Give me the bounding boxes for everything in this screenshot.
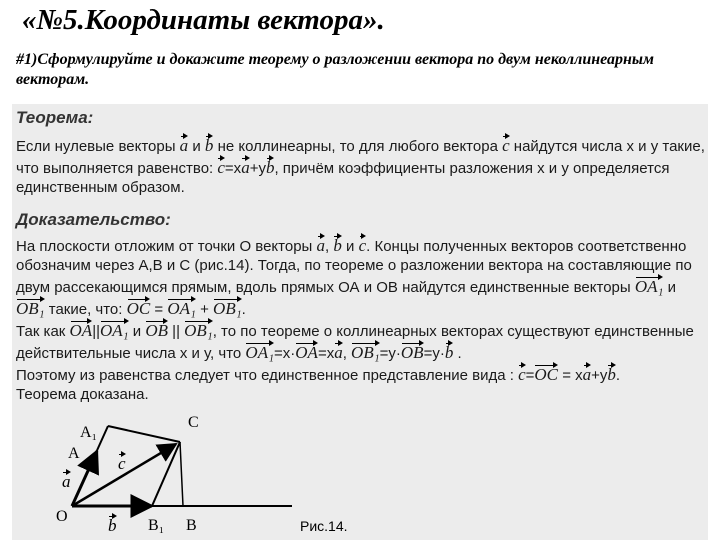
- vec-oc-final: OC: [534, 365, 559, 384]
- vec-ob1-2: OB₁: [213, 299, 242, 318]
- slide-title: «№5.Координаты вектора».: [22, 4, 385, 36]
- figure-vec-b: b: [108, 516, 117, 535]
- eq-x: =x: [224, 160, 242, 177]
- vec-oc: OC: [126, 299, 151, 318]
- proof-text-7: Теорема доказана.: [16, 386, 149, 403]
- segment-cb: [180, 442, 183, 506]
- label-a: A: [68, 445, 80, 462]
- label-c: C: [188, 414, 199, 431]
- proof-text: На плоскости отложим от точки О векторы a, b и c. Концы полученных векторов соответственно обозначим через А,В и С (рис.14). Тогда, по теореме о разложении вектора на составляющие по двум рассекающимся прямым, вдоль прямых ОА и ОВ найдутся единственные векторы OA₁ и OB₁ такие, что: OC = OA₁ + OB₁. Так как OA|| OA₁ и OB || OB₁, то по теореме о коллинеарных векторах существуют единственные действительные числа х и у, что OA₁=x· OA=x a, OB₁=y· OB=y· b . Поэтому из равенства следует что единственное представление вида : c= OC = x a+y b. Теорема доказана.: [16, 236, 694, 403]
- vec-ob1-4: OB₁: [351, 343, 380, 362]
- vec-ob: OB: [145, 321, 168, 340]
- eq-plus-y: +y: [249, 160, 266, 177]
- vec-oa: OA: [69, 321, 93, 340]
- proof-text-1: На плоскости отложим от точки О векторы: [16, 238, 313, 255]
- vec-b-final: b: [607, 365, 616, 384]
- segment-cb1: [152, 442, 180, 506]
- vec-ob-2: OB: [400, 343, 424, 362]
- figure-vec-c: c: [118, 454, 126, 473]
- vec-oa1: OA₁: [634, 277, 664, 296]
- theorem-text-1: Если нулевые векторы: [16, 138, 176, 155]
- figure-caption: Рис.14.: [300, 518, 348, 534]
- vec-ob1: OB₁: [16, 299, 45, 318]
- vec-b-2: b: [444, 343, 454, 362]
- vec-a-2: a: [334, 343, 343, 362]
- proof-vec-b: b: [333, 236, 342, 255]
- label-b1: B₁: [148, 517, 165, 534]
- vec-oa1-4: OA₁: [245, 343, 274, 362]
- label-a1: A₁: [80, 424, 98, 441]
- theorem-text-2: не коллинеарны, то для любого вектора: [217, 138, 498, 155]
- vec-oa1-3: OA₁: [100, 321, 129, 340]
- vec-a-final: a: [582, 365, 592, 384]
- proof-heading: Доказательство:: [16, 210, 171, 229]
- proof-text-2: . Концы полученных векторов соответственно обозначим через А,В и С (рис.14). Тогда, по теореме о разложении вектора на составляющие по двум рассекающимся прямым, вдоль прямых ОА и ОВ найдутся единственные векторы: [16, 238, 692, 296]
- vec-oa1-2: OA₁: [167, 299, 196, 318]
- theorem-and: и: [192, 138, 201, 155]
- figure-vec-a: a: [62, 472, 71, 491]
- vector-b: b: [204, 136, 214, 155]
- vector-c: c: [502, 136, 510, 155]
- vec-oa-2: OA: [295, 343, 318, 362]
- vec-ob1-3: OB₁: [184, 321, 213, 340]
- proof-vec-c: c: [358, 236, 367, 255]
- task-statement: #1)Сформулируйте и докажите теорему о разложении вектора по двум неколлинеарным векторам.: [16, 51, 654, 88]
- proof-text-6: Поэтому из равенства следует что единственное представление вида :: [16, 367, 514, 384]
- proof-text-5: , то по теореме о коллинеарных векторах существуют единственные действительные числа х и у, что: [16, 323, 694, 362]
- vec-c-final: c: [518, 365, 526, 384]
- proof-vec-a: a: [316, 236, 325, 255]
- segment-a1c: [108, 426, 180, 442]
- theorem-text-3: найдутся числа х и у такие, что выполняется равенство:: [16, 138, 705, 177]
- proof-text-3: такие, что:: [48, 301, 123, 318]
- eq-b: b: [265, 158, 275, 177]
- theorem-text-4: , причём коэффициенты разложения х и у определяется единственным образом.: [16, 160, 670, 196]
- eq-a: a: [241, 158, 250, 177]
- eq-c: c: [217, 158, 225, 177]
- theorem-heading: Теорема:: [16, 108, 94, 127]
- proof-text-4: Так как: [16, 323, 66, 340]
- vector-a: a: [179, 136, 189, 155]
- label-b: B: [186, 517, 197, 534]
- label-o: O: [56, 508, 68, 525]
